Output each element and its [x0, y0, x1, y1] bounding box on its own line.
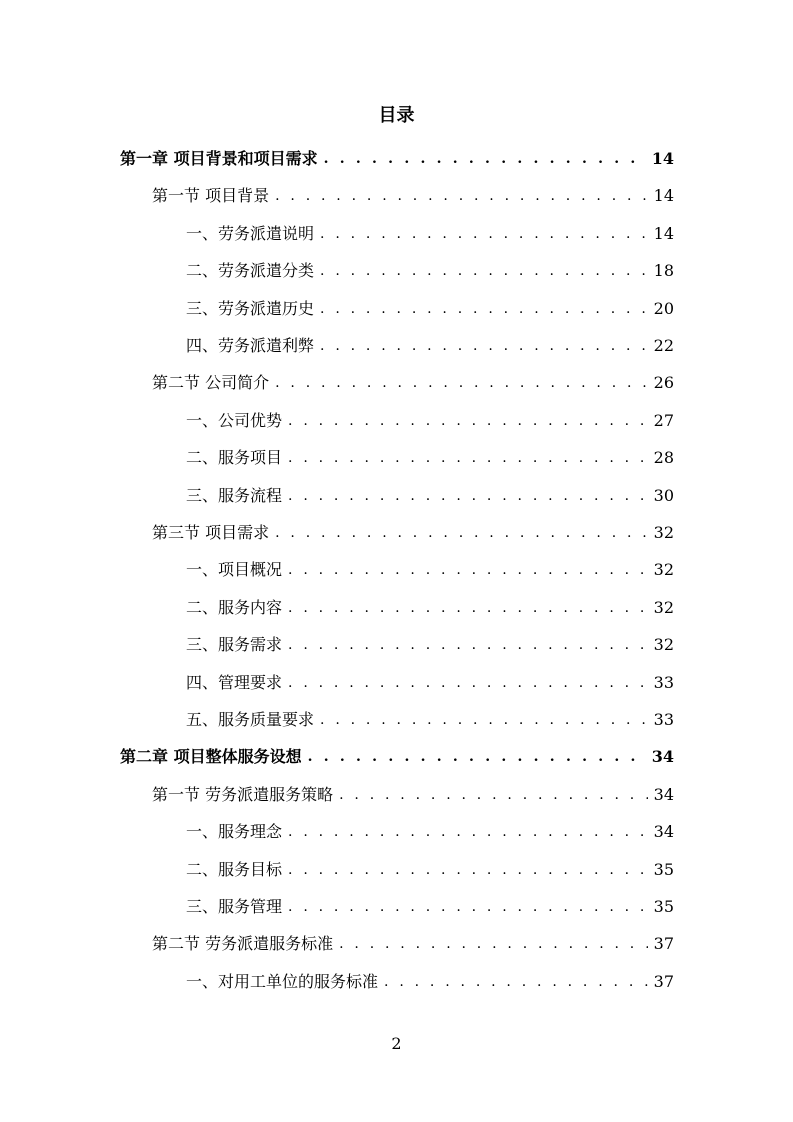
toc-entry-label: 四、管理要求 [186, 672, 283, 692]
toc-entry-label: 第三节 项目需求 [152, 523, 270, 542]
toc-entry-page: 32 [653, 523, 674, 542]
dot-leader [288, 408, 648, 434]
dot-leader [275, 183, 648, 209]
toc-entry[interactable] [186, 445, 674, 471]
dot-leader [339, 782, 648, 808]
toc-entry[interactable] [186, 632, 674, 658]
toc-entry[interactable] [186, 557, 674, 583]
toc-entry-page: 33 [653, 710, 674, 729]
dot-leader [308, 744, 646, 770]
dot-leader [288, 595, 648, 621]
toc-entry[interactable] [186, 894, 674, 920]
toc-entry[interactable] [186, 857, 674, 883]
toc-entry-page: 22 [653, 336, 674, 355]
toc-entry-page: 26 [653, 373, 674, 393]
toc-entry-page: 32 [653, 560, 674, 580]
toc-entry-page: 34 [653, 784, 674, 804]
toc-entry[interactable] [120, 744, 674, 770]
toc-entry-label: 二、劳务派遣分类 [186, 261, 315, 281]
toc-entry-label: 四、劳务派遣利弊 [186, 336, 315, 355]
toc-entry-page: 20 [653, 298, 674, 318]
toc-entry[interactable] [186, 483, 674, 509]
toc-entry[interactable] [152, 183, 674, 209]
toc-entry[interactable] [152, 931, 674, 957]
dot-leader [288, 819, 648, 845]
dot-leader [288, 483, 648, 509]
dot-leader [339, 931, 648, 957]
toc-entry[interactable] [186, 595, 674, 621]
toc-entry-page: 34 [653, 822, 674, 842]
toc-entry[interactable] [152, 520, 674, 546]
toc-entry-page: 37 [653, 934, 674, 954]
dot-leader [288, 857, 648, 883]
toc-entry[interactable] [186, 819, 674, 845]
dot-leader [288, 557, 648, 583]
toc-entry-page: 28 [653, 448, 674, 468]
toc-entry-page: 34 [651, 747, 674, 767]
dot-leader [288, 894, 648, 920]
toc-entry-label: 三、服务流程 [186, 485, 283, 505]
toc-entry-label: 一、项目概况 [186, 560, 283, 580]
dot-leader [324, 146, 646, 172]
toc-entry-label: 一、劳务派遣说明 [186, 223, 315, 243]
dot-leader [288, 670, 648, 696]
toc-entry-page: 14 [653, 186, 674, 206]
toc-entry-label: 五、服务质量要求 [186, 710, 315, 729]
dot-leader [320, 333, 648, 359]
dot-leader [320, 258, 648, 284]
toc-entry-label: 一、服务理念 [186, 822, 283, 842]
toc-entry[interactable] [186, 221, 674, 247]
dot-leader [275, 520, 648, 546]
page-title: 目录 [378, 105, 415, 126]
toc-entry-page: 14 [653, 223, 674, 243]
toc-entry-label: 二、服务项目 [186, 448, 283, 468]
toc-entry-label: 第一章 项目背景和项目需求 [120, 149, 318, 168]
dot-leader [288, 632, 648, 658]
toc-entry-label: 第一节 项目背景 [152, 186, 270, 206]
toc-entry[interactable] [186, 408, 674, 434]
toc-entry-label: 第二节 公司简介 [152, 373, 270, 393]
toc-entry-label: 一、公司优势 [186, 410, 283, 430]
dot-leader [320, 707, 648, 733]
toc-entry-page: 37 [653, 971, 674, 991]
toc-entry[interactable] [186, 707, 674, 733]
toc-entry[interactable] [120, 146, 674, 172]
toc-entry-label: 一、对用工单位的服务标准 [186, 971, 379, 991]
toc-entry-page: 35 [653, 897, 674, 916]
toc-entry-label: 三、劳务派遣历史 [186, 298, 315, 318]
toc-entry[interactable] [186, 296, 674, 322]
toc-entry-page: 30 [653, 485, 674, 505]
toc-entry-label: 第一节 劳务派遣服务策略 [152, 784, 334, 804]
page-number: 2 [391, 1034, 402, 1053]
toc-entry-label: 二、服务目标 [186, 859, 283, 879]
dot-leader [320, 221, 648, 247]
toc-entry-page: 27 [653, 410, 674, 430]
toc-entry-label: 第二节 劳务派遣服务标准 [152, 934, 334, 954]
toc-entry-label: 二、服务内容 [186, 597, 283, 617]
toc-entry-page: 32 [653, 597, 674, 617]
toc-entry-page: 14 [651, 149, 674, 168]
toc-entry-page: 32 [653, 635, 674, 655]
toc-entry-page: 18 [653, 261, 674, 281]
toc-entry[interactable] [152, 782, 674, 808]
toc-entry-label: 三、服务需求 [186, 635, 283, 655]
toc-entry-page: 35 [653, 859, 674, 879]
dot-leader [275, 370, 648, 396]
toc-entry-label: 第二章 项目整体服务设想 [120, 747, 302, 767]
toc-entry[interactable] [186, 969, 674, 995]
toc-entry-page: 33 [653, 672, 674, 692]
dot-leader [288, 445, 648, 471]
toc-entry[interactable] [186, 333, 674, 359]
toc-entry[interactable] [152, 370, 674, 396]
toc-entry[interactable] [186, 258, 674, 284]
dot-leader [384, 969, 648, 995]
toc-entry-label: 三、服务管理 [186, 897, 283, 916]
toc-entry[interactable] [186, 670, 674, 696]
dot-leader [320, 296, 648, 322]
